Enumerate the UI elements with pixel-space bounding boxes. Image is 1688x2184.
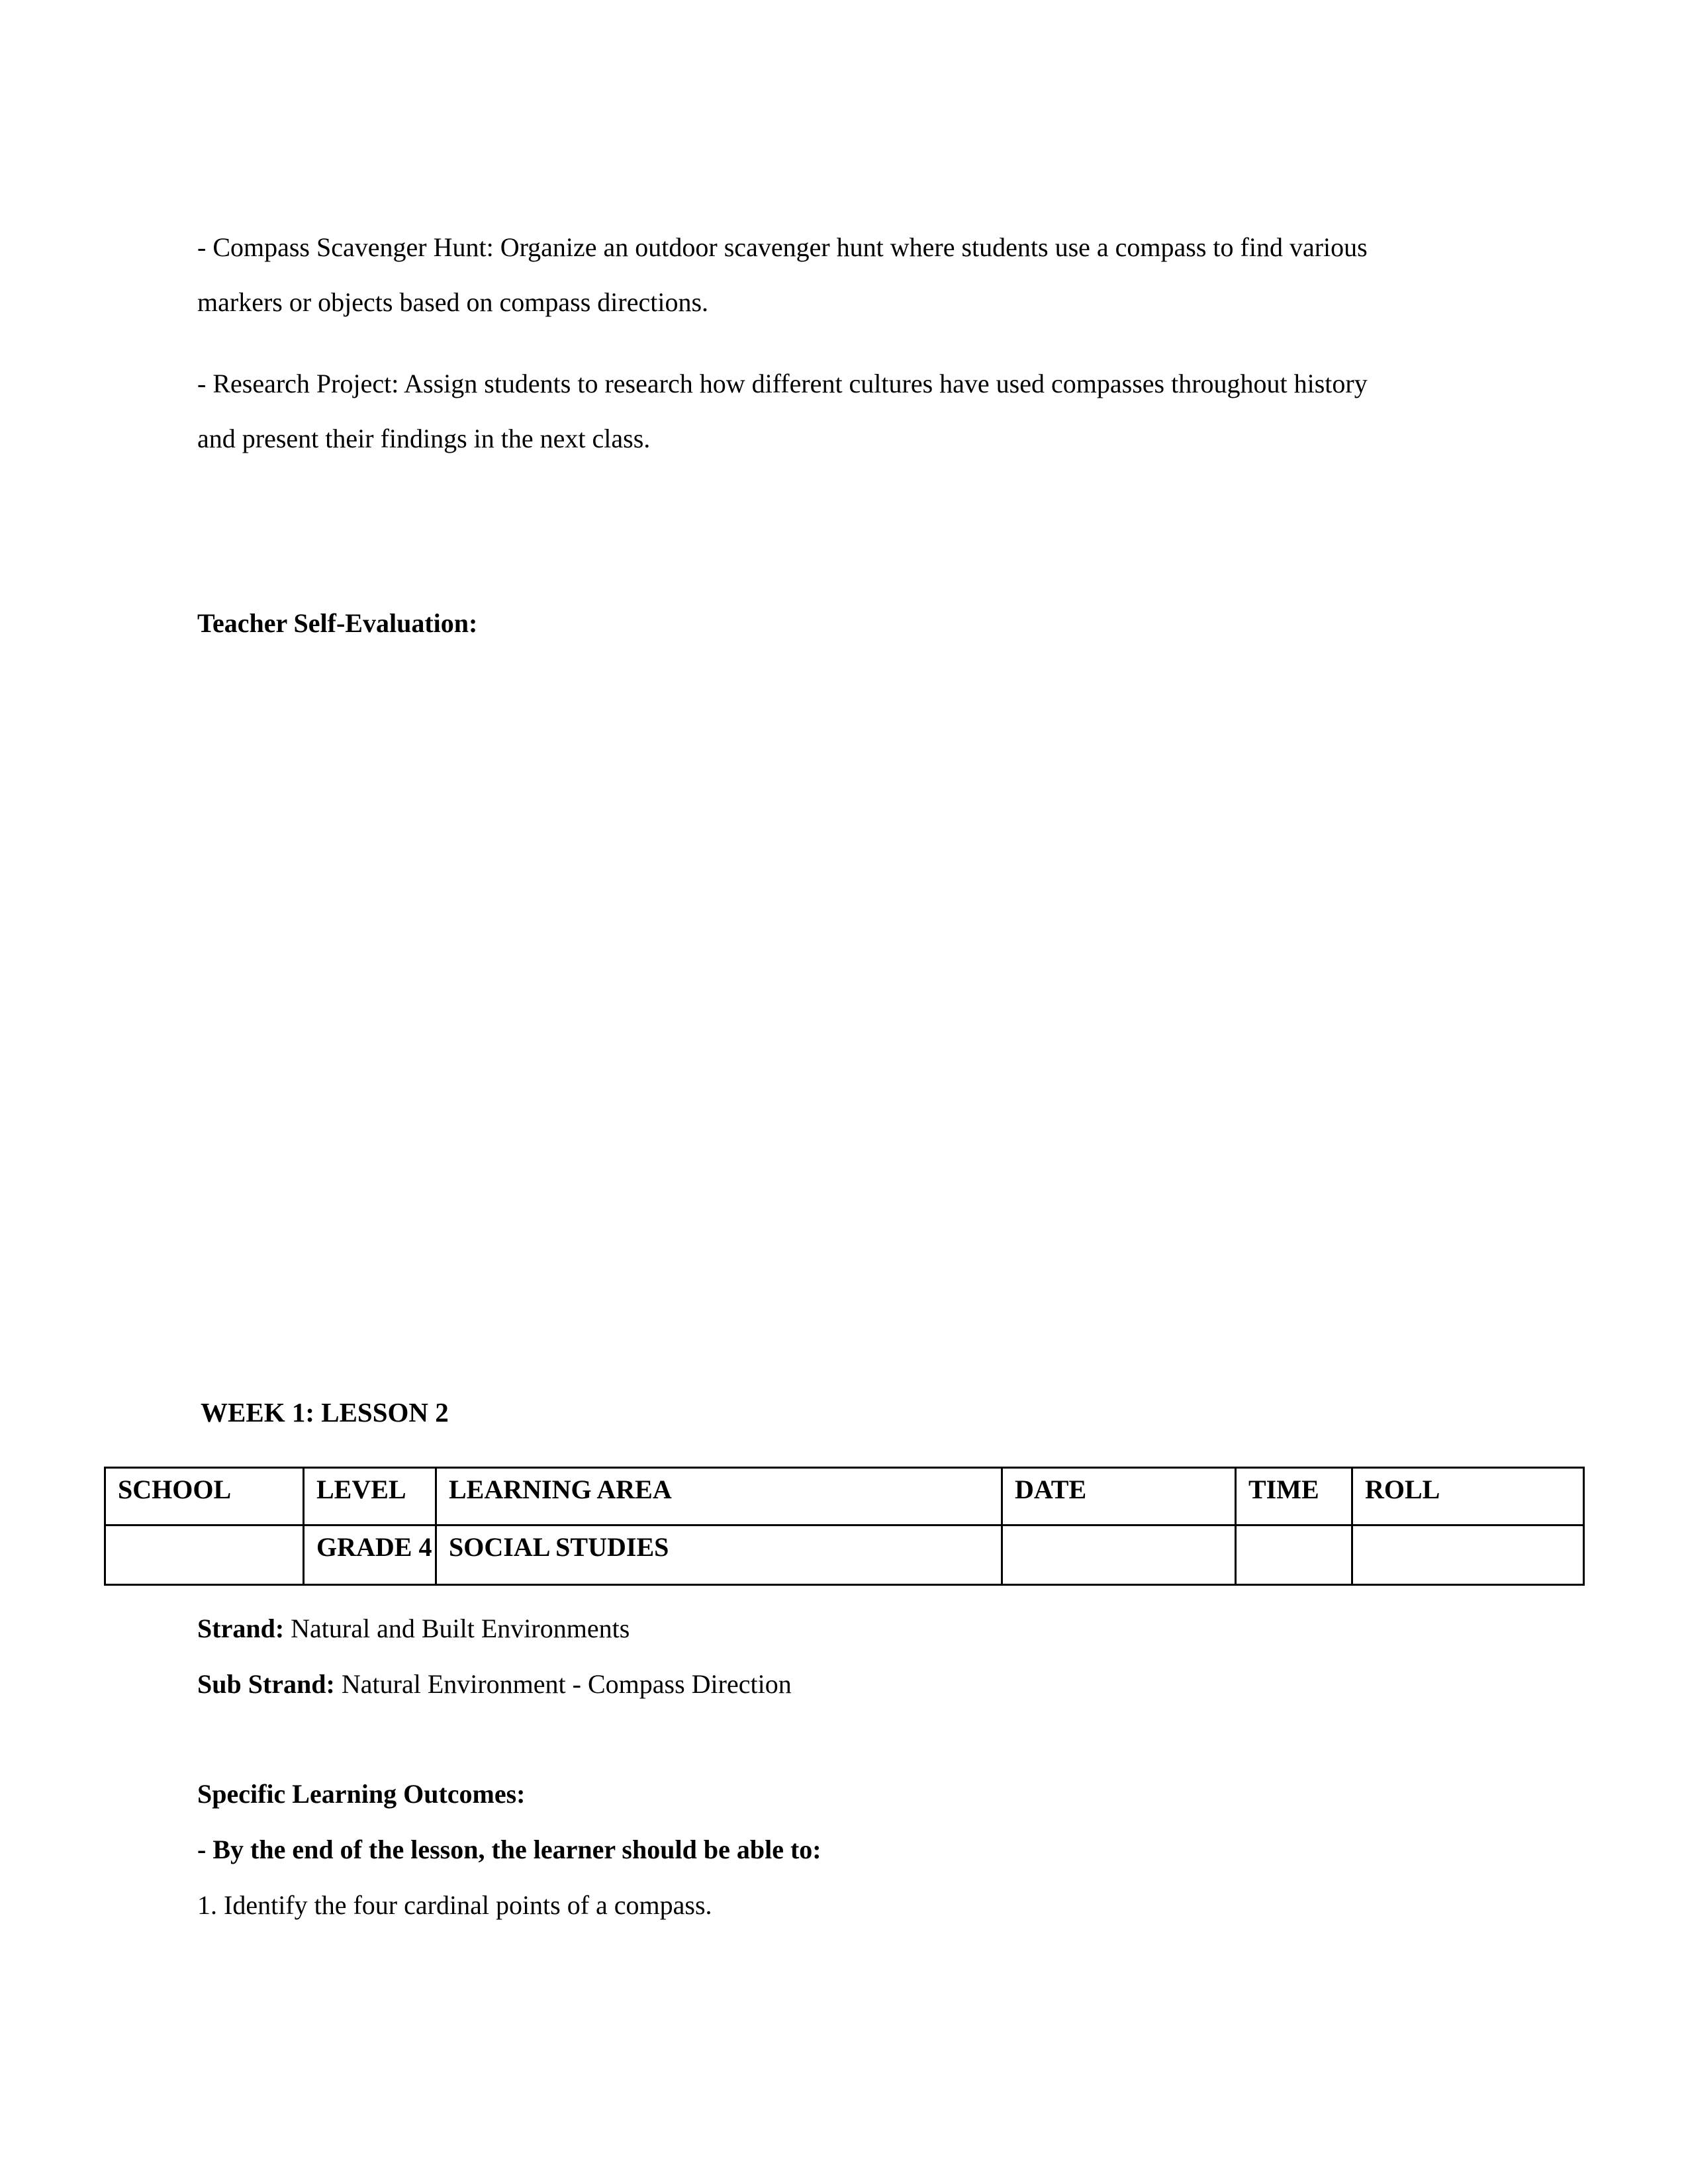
teacher-self-evaluation-heading: Teacher Self-Evaluation:: [197, 608, 478, 638]
table-header-roll: ROLL: [1352, 1468, 1584, 1525]
outcome-item-1: 1. Identify the four cardinal points of a compass.: [197, 1890, 712, 1920]
teacher-self-evaluation-section: [197, 596, 477, 651]
outcomes-lead-in: - By the end of the lesson, the learner should be able to:: [197, 1835, 821, 1864]
table-cell-time[interactable]: [1236, 1525, 1352, 1585]
table-header-row: [105, 1468, 1584, 1525]
table-header-time: TIME: [1236, 1468, 1352, 1525]
week-lesson-heading: WEEK 1: LESSON 2: [201, 1397, 449, 1428]
table-cell-roll[interactable]: [1352, 1525, 1584, 1585]
intro-item-research-project: - Research Project: Assign students to research how different cultures have used compasses throughout history and present their findings in the next class.: [197, 369, 1368, 453]
sub-strand-value: Natural Environment - Compass Direction: [334, 1669, 792, 1699]
table-cell-school[interactable]: [105, 1525, 304, 1585]
strand-label: Strand:: [197, 1614, 285, 1643]
strand-line: [197, 1601, 792, 1657]
outcomes-heading: Specific Learning Outcomes:: [197, 1779, 526, 1809]
table-row: [105, 1525, 1584, 1585]
table-header-level: LEVEL: [304, 1468, 436, 1525]
table-cell-learning-area[interactable]: SOCIAL STUDIES: [436, 1525, 1002, 1585]
strand-block: [197, 1601, 792, 1712]
intro-item-compass-scavenger-hunt: - Compass Scavenger Hunt: Organize an outdoor scavenger hunt where students use a compass to find various markers or objects based on compass directions.: [197, 232, 1368, 317]
intro-paragraph-block: [197, 193, 1402, 466]
table-header-date: DATE: [1002, 1468, 1236, 1525]
sub-strand-line: [197, 1657, 792, 1712]
table-header-school: SCHOOL: [105, 1468, 304, 1525]
lesson-info-table: [104, 1467, 1585, 1586]
table-cell-level[interactable]: GRADE 4: [304, 1525, 436, 1585]
week-lesson-heading-block: [201, 1385, 449, 1440]
table-header-learning-area: LEARNING AREA: [436, 1468, 1002, 1525]
sub-strand-label: Sub Strand:: [197, 1669, 335, 1699]
table-cell-date[interactable]: [1002, 1525, 1236, 1585]
specific-learning-outcomes-block: [197, 1766, 821, 1933]
strand-value: Natural and Built Environments: [284, 1614, 630, 1643]
